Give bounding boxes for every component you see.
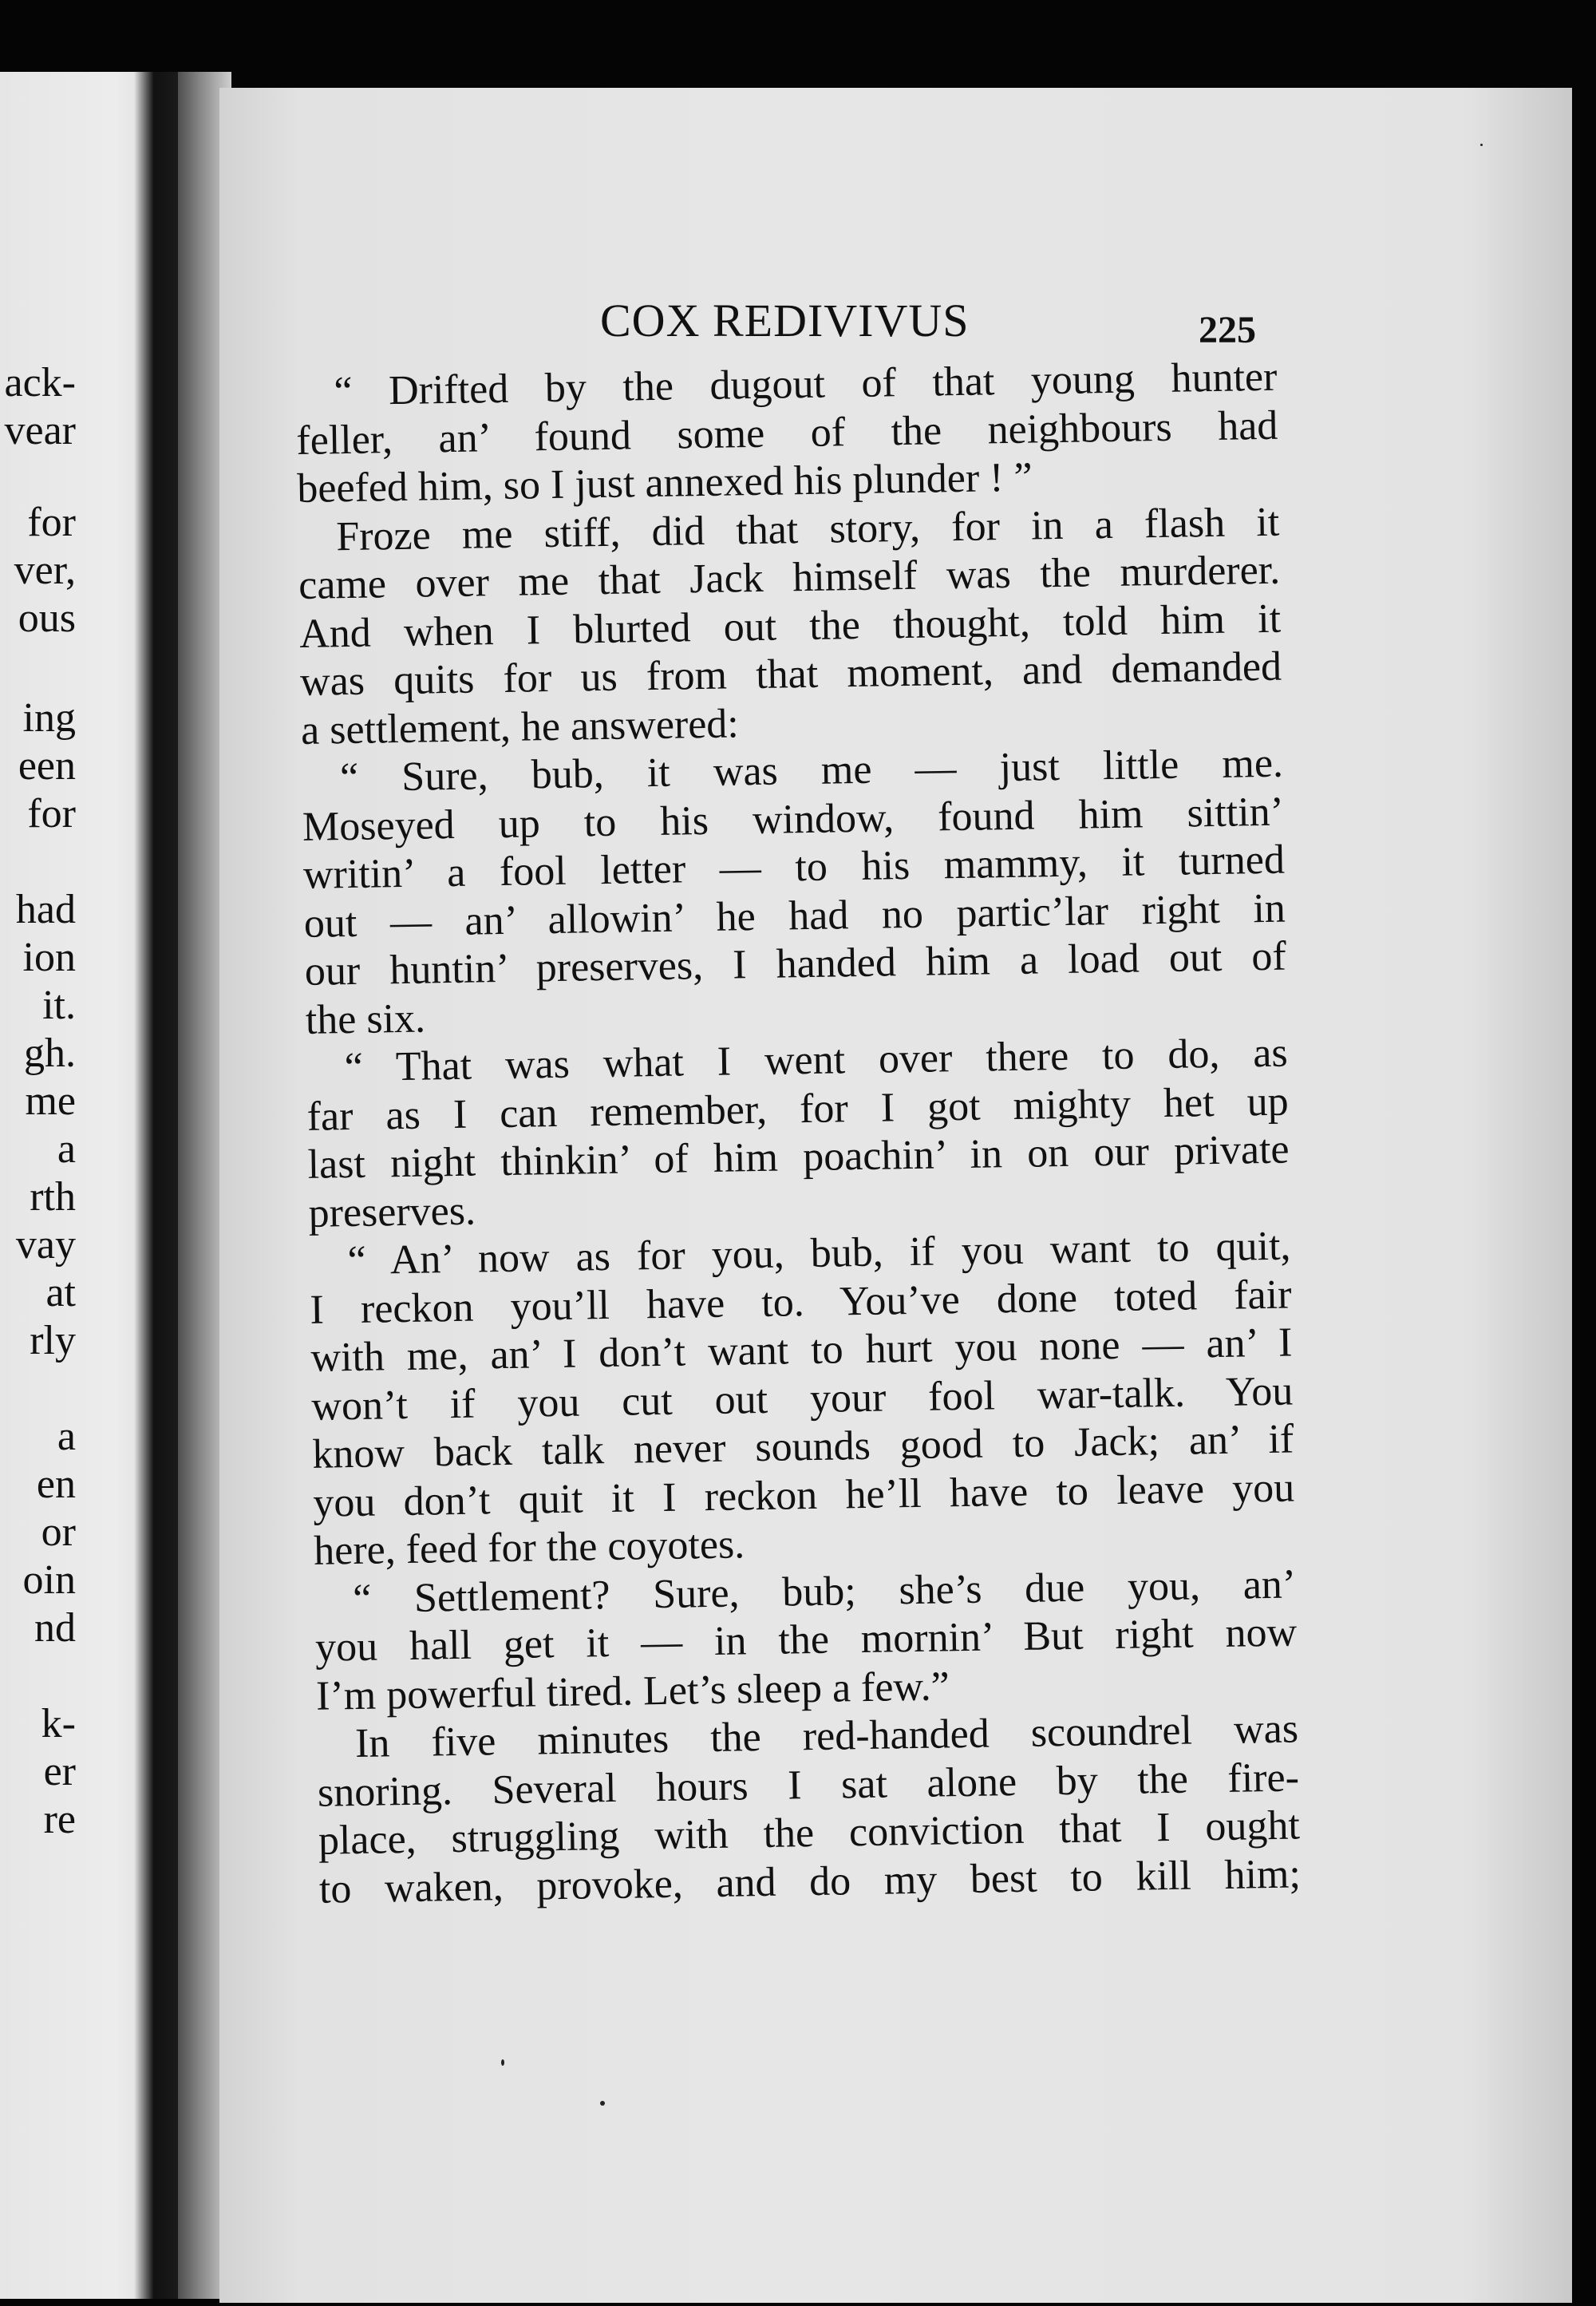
text-line: “ An’ now as for you, bub, if you want to quit,: [347, 1223, 1291, 1284]
dust-speck: [1480, 144, 1483, 146]
text-line: Froze me stiff, did that story, for in a flash it: [335, 499, 1280, 560]
facing-page-fragment: it.: [42, 983, 76, 1028]
body-text: [295, 354, 1301, 1914]
facing-page-fragment: rly: [30, 1318, 76, 1363]
text-line: a settlement, he answered:: [300, 700, 740, 754]
facing-page-fragment: ion: [22, 935, 76, 980]
text-line: came over me that Jack himself was the murderer.: [298, 547, 1281, 608]
text-line: our huntin’ preserves, I handed him a load out of: [304, 933, 1287, 995]
facing-page-fragment: re: [43, 1797, 76, 1842]
facing-page-fragment: gh.: [24, 1030, 76, 1076]
facing-page-fragment: for: [27, 500, 76, 545]
text-line: with me, an’ I don’t want to hurt you none — an’ I: [310, 1319, 1293, 1381]
facing-page-fragment: a: [57, 1126, 76, 1172]
text-line: was quits for us from that moment, and demanded: [299, 643, 1282, 705]
text-line: I’m powerful tired. Let’s sleep a few.”: [315, 1663, 950, 1719]
facing-page-fragment: for: [27, 791, 76, 837]
text-line: the six.: [305, 995, 426, 1043]
text-line: place, struggling with the conviction that I ought: [318, 1802, 1301, 1864]
text-line: And when I blurted out the thought, told him it: [298, 595, 1282, 657]
text-line: last night thinkin’ of him poachin’ in on our private: [307, 1126, 1290, 1188]
facing-page-fragment: at: [45, 1270, 76, 1315]
text-line: writin’ a fool letter — to his mammy, it turned: [302, 837, 1286, 898]
running-head: [0, 294, 1596, 350]
text-line: “ Drifted by the dugout of that young hunter: [334, 354, 1278, 415]
text-line: “ That was what I went over there to do, as: [344, 1030, 1289, 1091]
facing-page-fragment: en: [36, 1462, 76, 1507]
text-line: beefed him, so I just annexed his plunder ! ”: [296, 454, 1033, 512]
text-line: you don’t quit it I reckon he’ll have to leave you: [312, 1465, 1295, 1526]
text-line: to waken, provoke, and do my best to kill him;: [318, 1850, 1302, 1912]
facing-page-fragment: vay: [15, 1222, 76, 1268]
text-line: preserves.: [308, 1188, 476, 1236]
text-line: In five minutes the red-handed scoundrel was: [354, 1706, 1299, 1767]
facing-page-fragment: een: [18, 743, 76, 789]
text-line: far as I can remember, for I got mighty het up: [306, 1078, 1290, 1140]
facing-page-fragment: er: [43, 1749, 76, 1794]
running-title: COX REDIVIVUS: [600, 295, 970, 346]
facing-page-fragment: nd: [34, 1605, 76, 1651]
facing-page-fragment: rth: [30, 1174, 76, 1220]
facing-page-fragment: ack-: [4, 360, 76, 405]
text-line: here, feed for the coyotes.: [313, 1521, 745, 1574]
facing-page-fragment: ous: [18, 595, 76, 641]
facing-page-fragment: me: [25, 1078, 76, 1124]
text-line: know back talk never sounds good to Jack; an’ if: [311, 1416, 1294, 1477]
facing-page-fragment: k-: [41, 1701, 76, 1746]
facing-page-fragment: ing: [22, 695, 76, 741]
page-number: 225: [1199, 309, 1256, 351]
text-line: “ Settlement? Sure, bub; she’s due you, an’: [352, 1560, 1297, 1622]
text-line: feller, an’ found some of the neighbours had: [295, 402, 1278, 464]
facing-page-fragment: or: [41, 1509, 76, 1555]
text-line: out — an’ allowin’ he had no partic’lar right in: [303, 885, 1286, 947]
facing-page-fragment: ver,: [14, 548, 76, 593]
dust-speck: [501, 2059, 504, 2066]
facing-page-fragment: had: [15, 887, 76, 932]
facing-page-fragment: vear: [4, 408, 76, 453]
text-line: won’t if you cut out your fool war-talk. You: [310, 1368, 1294, 1430]
text-line: snoring. Several hours I sat alone by the fire-: [317, 1754, 1300, 1816]
text-line: Moseyed up to his window, found him sittin’: [302, 789, 1285, 850]
facing-page-fragment: a: [57, 1414, 76, 1459]
facing-page-fragment: oin: [22, 1557, 76, 1603]
dust-speck: [600, 2101, 605, 2106]
text-line: “ Sure, bub, it was me — just little me.: [339, 740, 1284, 801]
text-line: I reckon you’ll have to. You’ve done toted fair: [310, 1272, 1292, 1333]
text-line: you hall get it — in the mornin’ But right now: [314, 1609, 1298, 1671]
binding-shadow: [134, 72, 178, 2299]
